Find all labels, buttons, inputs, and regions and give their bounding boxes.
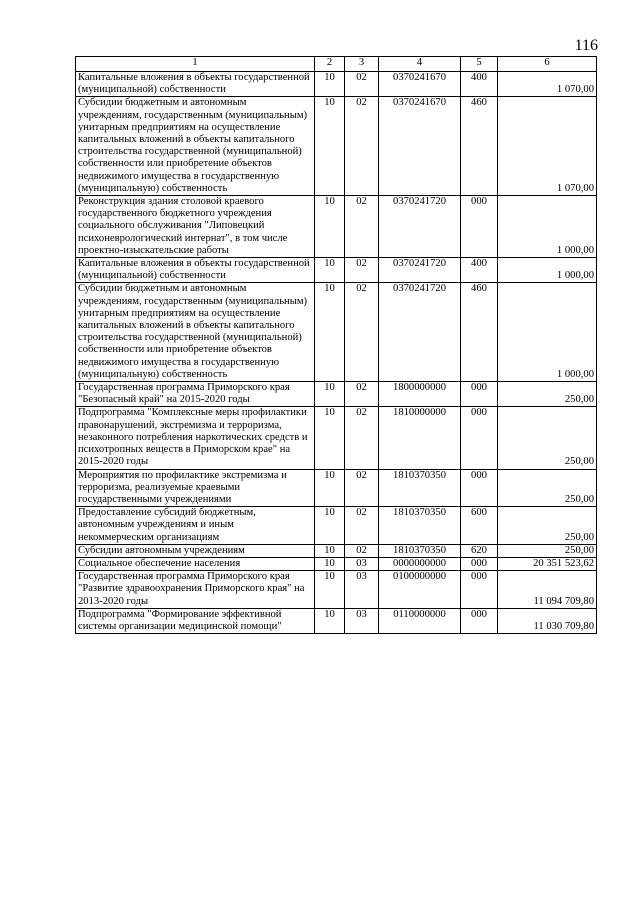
header-row [76,57,597,72]
row-description: Предоставление субсидий бюджетным, автономным учреждениям и иным некоммерческим организациям [76,507,315,545]
table-row [76,469,597,507]
row-description: Мероприятия по профилактике экстремизма и терроризма, реализуемые краевыми государственными учреждениями [76,469,315,507]
row-amount: 11 030 709,80 [498,608,597,633]
header-col-5: 5 [461,57,498,72]
row-description: Социальное обеспечение населения [76,557,315,570]
row-amount: 250,00 [498,507,597,545]
row-section: 10 [315,258,345,283]
row-section: 10 [315,469,345,507]
table-row [76,557,597,570]
table-row [76,196,597,258]
table-row [76,97,597,196]
header-col-3: 3 [345,57,379,72]
row-expense-type: 400 [461,72,498,97]
table-row [76,571,597,609]
table-row [76,544,597,557]
row-subsection: 02 [345,283,379,382]
row-amount: 1 070,00 [498,97,597,196]
row-target-code: 0370241720 [379,283,461,382]
row-expense-type: 460 [461,97,498,196]
row-section: 10 [315,407,345,469]
row-expense-type: 000 [461,557,498,570]
row-amount: 250,00 [498,382,597,407]
row-expense-type: 000 [461,469,498,507]
row-section: 10 [315,571,345,609]
row-amount: 1 000,00 [498,196,597,258]
table-row [76,382,597,407]
row-subsection: 02 [345,407,379,469]
table-row [76,72,597,97]
row-target-code: 0000000000 [379,557,461,570]
header-col-4: 4 [379,57,461,72]
row-amount: 20 351 523,62 [498,557,597,570]
header-col-2: 2 [315,57,345,72]
row-target-code: 1800000000 [379,382,461,407]
row-expense-type: 460 [461,283,498,382]
row-section: 10 [315,382,345,407]
row-description: Подпрограмма "Формирование эффективной системы организации медицинской помощи" [76,608,315,633]
row-target-code: 1810370350 [379,469,461,507]
row-target-code: 0370241720 [379,258,461,283]
table-row [76,608,597,633]
table-row [76,258,597,283]
row-subsection: 03 [345,557,379,570]
row-amount: 250,00 [498,469,597,507]
row-target-code: 0370241720 [379,196,461,258]
row-description: Субсидии бюджетным и автономным учреждениям, государственным (муниципальным) унитарным предприятиям на осуществление капитальных вложений в объекты капитального строительства государственной (муниципальной) собственности или приобретение объектов недвижимого имущества в государственную (муниципальную) собственность [76,97,315,196]
row-subsection: 02 [345,507,379,545]
row-target-code: 0370241670 [379,97,461,196]
row-section: 10 [315,507,345,545]
row-target-code: 1810000000 [379,407,461,469]
row-section: 10 [315,544,345,557]
header-col-1: 1 [76,57,315,72]
table-row [76,407,597,469]
row-amount: 250,00 [498,544,597,557]
row-section: 10 [315,557,345,570]
row-description: Субсидии автономным учреждениям [76,544,315,557]
page-number: 116 [574,37,598,54]
row-target-code: 1810370350 [379,507,461,545]
row-amount: 1 000,00 [498,258,597,283]
row-target-code: 1810370350 [379,544,461,557]
row-description: Капитальные вложения в объекты государственной (муниципальной) собственности [76,258,315,283]
row-expense-type: 000 [461,608,498,633]
row-target-code: 0110000000 [379,608,461,633]
row-amount: 1 070,00 [498,72,597,97]
row-subsection: 02 [345,382,379,407]
row-expense-type: 000 [461,407,498,469]
row-subsection: 03 [345,571,379,609]
table-row [76,507,597,545]
row-subsection: 02 [345,258,379,283]
row-description: Капитальные вложения в объекты государственной (муниципальной) собственности [76,72,315,97]
row-subsection: 02 [345,97,379,196]
row-expense-type: 600 [461,507,498,545]
row-subsection: 03 [345,608,379,633]
row-subsection: 02 [345,469,379,507]
row-expense-type: 400 [461,258,498,283]
row-target-code: 0100000000 [379,571,461,609]
row-amount: 11 094 709,80 [498,571,597,609]
row-description: Государственная программа Приморского края "Безопасный край" на 2015-2020 годы [76,382,315,407]
row-expense-type: 000 [461,571,498,609]
row-expense-type: 620 [461,544,498,557]
row-amount: 1 000,00 [498,283,597,382]
row-section: 10 [315,72,345,97]
header-col-6: 6 [498,57,597,72]
row-section: 10 [315,283,345,382]
row-description: Субсидии бюджетным и автономным учреждениям, государственным (муниципальным) унитарным предприятиям на осуществление капитальных вложений в объекты капитального строительства государственной (муниципальной) собственности или приобретение объектов недвижимого имущества в государственную (муниципальную) собственность [76,283,315,382]
row-section: 10 [315,608,345,633]
row-section: 10 [315,97,345,196]
row-subsection: 02 [345,72,379,97]
row-target-code: 0370241670 [379,72,461,97]
row-description: Подпрограмма "Комплексные меры профилактики правонарушений, экстремизма и терроризма, незаконного потребления наркотических средств и психотропных веществ в Приморском крае" на 2015-2020 годы [76,407,315,469]
row-description: Реконструкция здания столовой краевого государственного бюджетного учреждения социального обслуживания "Липовецкий психоневрологический интернат", в том числе проектно-изыскательские работы [76,196,315,258]
row-subsection: 02 [345,196,379,258]
row-section: 10 [315,196,345,258]
row-amount: 250,00 [498,407,597,469]
row-expense-type: 000 [461,196,498,258]
row-description: Государственная программа Приморского края "Развитие здравоохранения Приморского края" на 2013-2020 годы [76,571,315,609]
table-row [76,283,597,382]
budget-table [75,56,597,634]
row-expense-type: 000 [461,382,498,407]
row-subsection: 02 [345,544,379,557]
